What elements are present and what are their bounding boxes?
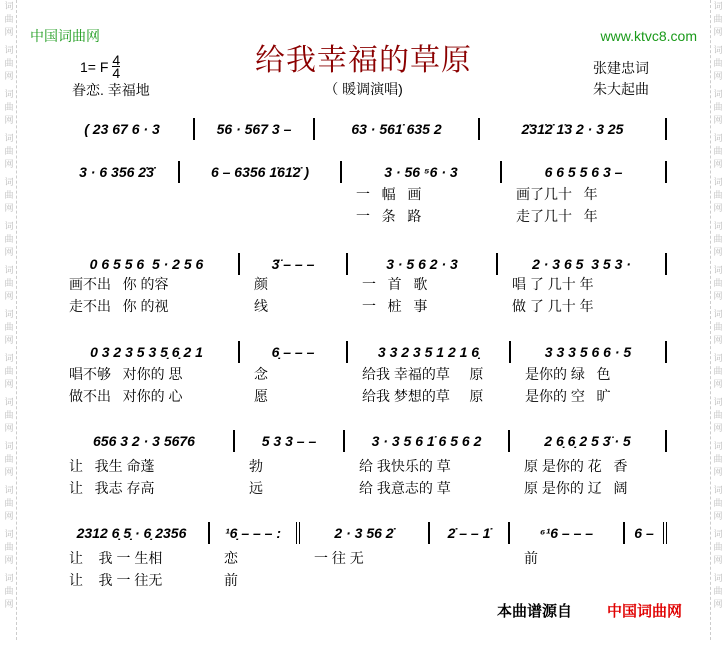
watermark-char: 曲 (4, 366, 14, 376)
watermark-char: 网 (4, 335, 14, 345)
measure: ( 23 67 6 · 3 (55, 118, 195, 140)
lyric-segment (180, 208, 342, 224)
watermark-char: 曲 (713, 586, 723, 596)
site-url[interactable]: www.ktvc8.com (600, 28, 697, 44)
watermark-char: 网 (713, 379, 723, 389)
watermark-char: 网 (4, 159, 14, 169)
lyrics-line-2 (55, 480, 667, 496)
watermark-char: 词 (713, 309, 723, 319)
watermark-char: 曲 (713, 366, 723, 376)
watermark-char: 词 (713, 265, 723, 275)
time-bottom: 4 (112, 65, 121, 81)
watermark-char: 网 (713, 203, 723, 213)
watermark-char: 网 (713, 159, 723, 169)
lyric-segment: 走了几十 年 (516, 208, 598, 224)
watermark-char: 曲 (713, 278, 723, 288)
watermark-char: 曲 (713, 410, 723, 420)
measure: 3 · 6 356 2̇3̇ (55, 161, 180, 183)
watermark-char: 曲 (713, 542, 723, 552)
lyric-segment (625, 572, 667, 588)
lyrics-line-1 (55, 366, 667, 382)
watermark-char: 词 (4, 485, 14, 495)
lyric-segment (55, 186, 180, 202)
measure: 6̣ – – – (240, 341, 348, 363)
watermark-char: 曲 (4, 454, 14, 464)
lyric-segment: 让 我 一 往无 (69, 572, 163, 588)
lyric-segment: 做 了 几十 年 (512, 298, 594, 314)
watermark-char: 网 (4, 511, 14, 521)
watermark-char: 曲 (713, 234, 723, 244)
measure: 63 · 561̇ 635 2 (315, 118, 480, 140)
watermark-char: 网 (4, 423, 14, 433)
score-line (55, 341, 667, 363)
measure: 2 · 3 56 2̇ (300, 522, 430, 544)
watermark-char: 曲 (4, 322, 14, 332)
lyrics-line-1 (55, 186, 667, 202)
measure: 0 3 2 3 5 3 5̣ 6̣ 2 1 (55, 341, 240, 363)
watermark-left (2, 0, 17, 640)
site-name: 中国词曲网 (30, 28, 100, 44)
song-title: 给我幸福的草原 (255, 44, 472, 77)
watermark-char: 曲 (713, 58, 723, 68)
watermark-char: 词 (713, 353, 723, 363)
watermark-char: 网 (713, 511, 723, 521)
lyric-segment: 一 往 无 (314, 550, 364, 566)
watermark-char: 词 (713, 89, 723, 99)
lyric-segment (430, 572, 510, 588)
watermark-char: 词 (4, 89, 14, 99)
measure: 2312 6̣ 5̣ · 6̣ 2356 (55, 522, 210, 544)
watermark-char: 网 (4, 27, 14, 37)
lyric-segment: 给 我快乐的 草 (359, 458, 451, 474)
watermark-char: 词 (713, 573, 723, 583)
measure: 3 3 3 5 6 6 · 5 (511, 341, 667, 363)
watermark-char: 曲 (713, 190, 723, 200)
watermark-char: 网 (4, 71, 14, 81)
watermark-right (710, 0, 725, 640)
lyric-segment: 念 (254, 366, 268, 382)
watermark-char: 词 (4, 177, 14, 187)
watermark-char: 网 (713, 555, 723, 565)
measure: 0 6 5 5 6 5 · 2 5 6 (55, 253, 240, 275)
watermark-char: 曲 (4, 278, 14, 288)
lyric-segment: 愿 (254, 388, 268, 404)
source-site: 中国词曲网 (607, 603, 683, 620)
watermark-char: 词 (713, 485, 723, 495)
lyric-segment: 画了几十 年 (516, 186, 598, 202)
watermark-char: 网 (713, 247, 723, 257)
watermark-char: 曲 (713, 454, 723, 464)
watermark-char: 网 (4, 115, 14, 125)
watermark-char: 词 (4, 309, 14, 319)
lyric-segment (180, 186, 342, 202)
lyric-segment: 线 (254, 298, 268, 314)
watermark-char: 网 (4, 599, 14, 609)
watermark-char: 曲 (4, 58, 14, 68)
watermark-char: 曲 (713, 14, 723, 24)
watermark-char: 网 (4, 203, 14, 213)
measure: 2̇ – – 1̇ (430, 522, 510, 544)
watermark-char: 网 (713, 335, 723, 345)
watermark-char: 词 (4, 45, 14, 55)
measure: 56 · 567 3 – (195, 118, 315, 140)
watermark-char: 网 (4, 379, 14, 389)
lyric-segment (510, 572, 625, 588)
watermark-char: 曲 (4, 498, 14, 508)
measure: 2 6̣ 6̣ 2 5 3̈ · 5 (510, 430, 667, 452)
watermark-char: 曲 (713, 498, 723, 508)
watermark-char: 词 (713, 45, 723, 55)
watermark-char: 曲 (4, 14, 14, 24)
watermark-char: 词 (713, 397, 723, 407)
lyric-segment: 给我 幸福的草 原 (362, 366, 484, 382)
watermark-char: 网 (4, 467, 14, 477)
watermark-char: 曲 (4, 542, 14, 552)
measure: 3 3 2 3 5 1 2 1 6̣ (348, 341, 511, 363)
watermark-char: 网 (713, 599, 723, 609)
watermark-char: 网 (4, 247, 14, 257)
watermark-char: 网 (713, 467, 723, 477)
watermark-char: 词 (4, 441, 14, 451)
measure: 6 6 5 5 6 3 – (502, 161, 667, 183)
lyrics-line-1 (55, 458, 667, 474)
watermark-char: 网 (713, 423, 723, 433)
lyric-segment: 一 幅 画 (356, 186, 422, 202)
lyricist: 张建忠词 (593, 60, 649, 76)
lyric-segment: 唱 了 几十 年 (512, 276, 594, 292)
watermark-char: 词 (4, 265, 14, 275)
measure: 3 · 5 6 2 · 3 (348, 253, 498, 275)
lyrics-line-2 (55, 208, 667, 224)
lyrics-line-1 (55, 276, 667, 292)
measure: ¹6̣ – – – : (210, 522, 300, 544)
singer: 眷恋. 幸福地 (72, 82, 150, 98)
watermark-char: 词 (713, 221, 723, 231)
measure: 2̇31̇2̇ 1̇3 2 · 3 25 (480, 118, 667, 140)
watermark-char: 曲 (4, 234, 14, 244)
watermark-char: 曲 (713, 322, 723, 332)
lyric-segment: 恋 (224, 550, 238, 566)
lyric-segment (300, 572, 430, 588)
lyric-segment: 给 我意志的 草 (359, 480, 451, 496)
time-signature (112, 54, 120, 79)
watermark-char: 网 (713, 115, 723, 125)
lyric-segment: 让 我生 命蓬 (69, 458, 155, 474)
score-line (55, 161, 667, 183)
lyrics-line-1 (55, 550, 667, 566)
time-top: 4 (112, 52, 121, 68)
lyric-segment: 做不出 对你的 心 (69, 388, 183, 404)
lyric-segment: 前 (524, 550, 538, 566)
source-label: 本曲谱源自 (497, 603, 573, 620)
lyric-segment: 颜 (254, 276, 268, 292)
score-line (55, 253, 667, 275)
lyric-segment: 原 是你的 辽 阔 (524, 480, 628, 496)
watermark-char: 网 (713, 27, 723, 37)
measure: 2 · 3 6 5 3 5 3 · (498, 253, 667, 275)
lyrics-line-2 (55, 388, 667, 404)
lyric-segment: 一 首 歌 (362, 276, 428, 292)
measure: 3 · 3 5 6 1̇ 6 5 6 2 (345, 430, 510, 452)
watermark-char: 词 (4, 133, 14, 143)
lyrics-line-2 (55, 298, 667, 314)
watermark-char: 词 (713, 529, 723, 539)
lyric-segment: 一 条 路 (356, 208, 422, 224)
lyric-segment (625, 550, 667, 566)
watermark-char: 曲 (4, 190, 14, 200)
lyric-segment: 原 是你的 花 香 (524, 458, 628, 474)
lyric-segment: 画不出 你 的容 (69, 276, 169, 292)
watermark-char: 词 (713, 441, 723, 451)
composer: 朱大起曲 (593, 81, 649, 97)
lyric-segment: 前 (224, 572, 238, 588)
watermark-char: 词 (713, 133, 723, 143)
watermark-char: 词 (4, 1, 14, 11)
watermark-char: 词 (4, 353, 14, 363)
watermark-char: 词 (4, 573, 14, 583)
watermark-char: 词 (713, 177, 723, 187)
measure: 6 – 6356 1̇61̇2̇ ) (180, 161, 342, 183)
measure: 3̈ – – – (240, 253, 348, 275)
watermark-char: 曲 (4, 102, 14, 112)
measure: 3 · 56 ⁵6 · 3 (342, 161, 502, 183)
lyric-segment: 是你的 空 旷 (525, 388, 611, 404)
watermark-char: 曲 (4, 146, 14, 156)
key-signature (80, 54, 120, 79)
lyrics-line-2 (55, 572, 667, 588)
watermark-char: 曲 (4, 410, 14, 420)
lyric-segment (430, 550, 510, 566)
watermark-char: 词 (4, 529, 14, 539)
watermark-char: 词 (713, 1, 723, 11)
lyric-segment: 给我 梦想的草 原 (362, 388, 484, 404)
lyric-segment: 走不出 你 的视 (69, 298, 169, 314)
measure: ⁶¹6 – – – (510, 522, 625, 544)
watermark-char: 网 (4, 555, 14, 565)
lyric-segment (55, 208, 180, 224)
lyric-segment: 勃 (249, 458, 263, 474)
lyric-segment: 是你的 绿 色 (525, 366, 611, 382)
score-line (55, 118, 667, 140)
watermark-char: 网 (4, 291, 14, 301)
score-line (55, 430, 667, 452)
lyric-segment: 让 我 一 生相 (69, 550, 163, 566)
lyric-segment: 让 我志 存高 (69, 480, 155, 496)
measure: 656 3 2 · 3 5676 (55, 430, 235, 452)
lyric-segment: 唱不够 对你的 思 (69, 366, 183, 382)
watermark-char: 网 (713, 71, 723, 81)
score-line (55, 522, 667, 544)
lyric-segment: 一 桩 事 (362, 298, 428, 314)
watermark-char: 曲 (4, 586, 14, 596)
lyric-segment: 远 (249, 480, 263, 496)
watermark-char: 词 (4, 221, 14, 231)
measure: 6 – (625, 522, 667, 544)
watermark-char: 曲 (713, 102, 723, 112)
watermark-char: 网 (713, 291, 723, 301)
watermark-char: 词 (4, 397, 14, 407)
subtitle: （ 暖调演唱) (324, 81, 403, 97)
key: 1= F (80, 58, 109, 75)
watermark-char: 曲 (713, 146, 723, 156)
measure: 5 3 3 – – (235, 430, 345, 452)
